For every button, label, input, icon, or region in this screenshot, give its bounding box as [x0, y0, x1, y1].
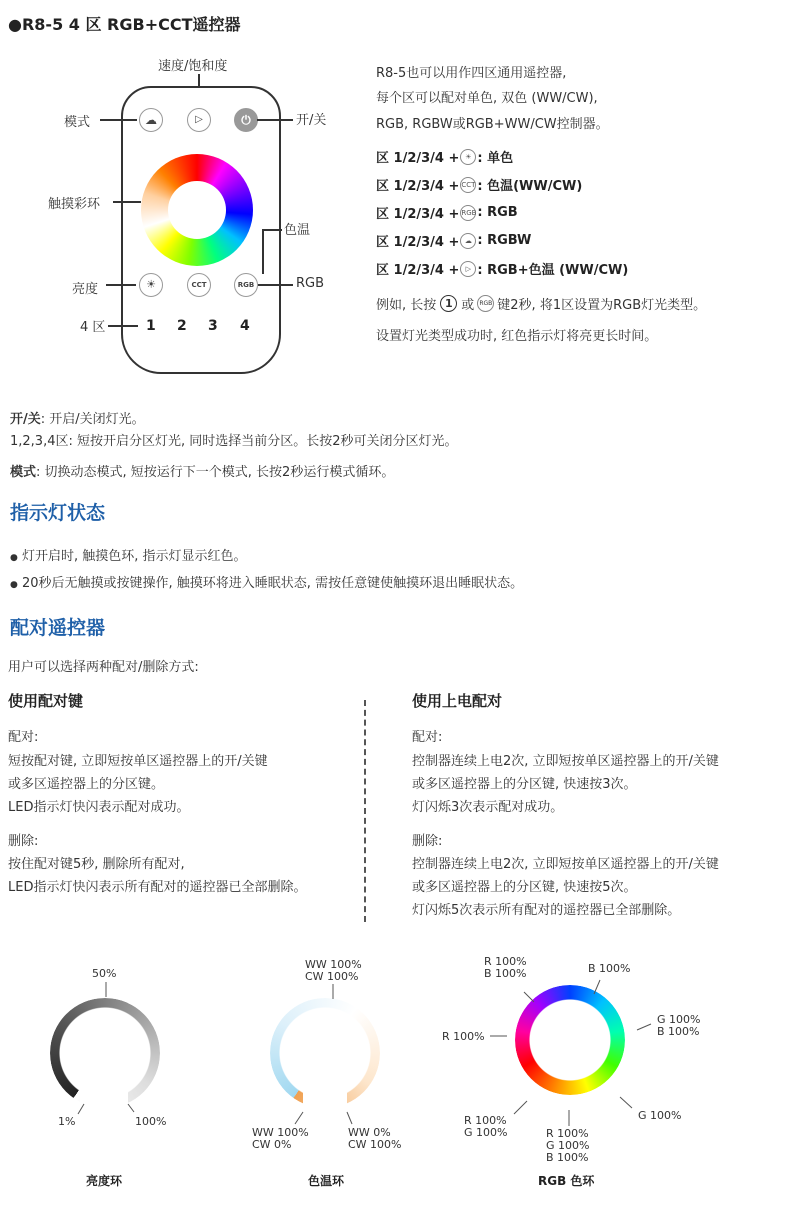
pairing-intro: 用户可以选择两种配对/删除方式: — [8, 660, 199, 675]
play-icon: ▷ — [195, 114, 203, 125]
mode-line: 区 1/2/3/4 + ▷ : RGB+色温 (WW/CW) — [376, 259, 628, 278]
rgb-button[interactable]: RGB — [234, 273, 258, 297]
rgb-caption: RGB 色环 — [538, 1174, 595, 1188]
left-delete-line: LED指示灯快闪表示所有配对的遥控器已全部删除。 — [8, 880, 307, 895]
sun-icon: ☀ — [146, 278, 156, 291]
mode-line: 区 1/2/3/4 + RGB : RGB — [376, 205, 518, 222]
left-delete-line: 按住配对键5秒, 删除所有配对, — [8, 857, 185, 872]
cct-icon: CCT — [460, 177, 476, 193]
label-cct: 色温 — [284, 223, 311, 238]
cct-caption: 色温环 — [308, 1174, 345, 1188]
right-pair-line: 灯闪烁3次表示配对成功。 — [412, 800, 564, 815]
bullet-dot: ● — [8, 15, 22, 34]
desc-line3: RGB, RGBW或RGB+WW/CW控制器。 — [376, 117, 609, 132]
page-title: ●R8-5 4 区 RGB+CCT遥控器 — [8, 15, 241, 34]
brightness-left-label: 1% — [58, 1115, 76, 1128]
rgb-label: G 100% — [638, 1109, 682, 1122]
cct-button[interactable]: CCT — [187, 273, 211, 297]
label-rgb: RGB — [296, 276, 325, 291]
left-title: 使用配对键 — [8, 692, 84, 710]
cct-top-label: WW 100% CW 100% — [305, 958, 362, 983]
example2-line: 设置灯光类型成功时, 红色指示灯将亮更长时间。 — [376, 329, 658, 344]
rgb-label: R 100% G 100% B 100% — [546, 1127, 590, 1164]
right-pair-label: 配对: — [412, 730, 443, 745]
left-pair-line: 或多区遥控器上的分区键。 — [8, 777, 165, 792]
desc-line2: 每个区可以配对单色, 双色 (WW/CW), — [376, 91, 598, 106]
rgb-icon: RGB — [477, 295, 494, 312]
label-zones: 4 区 — [80, 320, 106, 335]
note-mode: 模式: 切换动态模式, 短按运行下一个模式, 长按2秒运行模式循环。 — [10, 465, 395, 480]
cloud-icon: ☁ — [145, 113, 157, 127]
rgb-label: R 100% — [442, 1030, 485, 1043]
example-line: 例如, 长按 1 或 RGB 键2秒, 将1区设置为RGB灯光类型。 — [376, 297, 707, 313]
zone-1-icon: 1 — [440, 295, 457, 312]
note-onoff: 开/关: 开启/关闭灯光。 — [10, 412, 145, 427]
note-zones: 1,2,3,4区: 短按开启分区灯光, 同时选择当前分区。长按2秒可关闭分区灯光。 — [10, 434, 458, 449]
pairing-heading: 配对遥控器 — [10, 617, 106, 639]
rgb-label: R 100% B 100% — [484, 955, 527, 980]
right-delete-line: 控制器连续上电2次, 立即短按单区遥控器上的开/关键 — [412, 857, 719, 872]
label-brightness: 亮度 — [72, 282, 99, 297]
left-pair-line: 短按配对键, 立即短按单区遥控器上的开/关键 — [8, 754, 268, 769]
right-delete-label: 删除: — [412, 834, 443, 849]
mode-line: 区 1/2/3/4 + CCT : 色温(WW/CW) — [376, 175, 582, 194]
brightness-right-label: 100% — [135, 1115, 167, 1128]
brightness-top-label: 50% — [92, 967, 117, 980]
sun-icon: ☀ — [460, 149, 476, 165]
label-ring: 触摸彩环 — [48, 197, 101, 212]
cct-left-label: WW 100% CW 0% — [252, 1126, 309, 1151]
rgb-label: R 100% G 100% — [464, 1114, 508, 1139]
right-delete-line: 灯闪烁5次表示所有配对的遥控器已全部删除。 — [412, 903, 681, 918]
indicator-heading: 指示灯状态 — [10, 502, 106, 524]
play-icon: ▷ — [460, 261, 476, 277]
zone-2-button[interactable]: 2 — [177, 318, 187, 334]
label-speed: 速度/饱和度 — [158, 59, 228, 74]
indicator-item: ● 20秒后无触摸或按键操作, 触摸环将进入睡眠状态, 需按任意键使触摸环退出睡眠状态。 — [10, 576, 524, 591]
left-pair-label: 配对: — [8, 730, 39, 745]
zone-4-button[interactable]: 4 — [240, 318, 250, 334]
right-delete-line: 或多区遥控器上的分区键, 快速按5次。 — [412, 880, 637, 895]
right-pair-line: 控制器连续上电2次, 立即短按单区遥控器上的开/关键 — [412, 754, 719, 769]
indicator-item: ● 灯开启时, 触摸色环, 指示灯显示红色。 — [10, 549, 247, 564]
mode-line: 区 1/2/3/4 + ☀ : 单色 — [376, 147, 513, 166]
cct-right-label: WW 0% CW 100% — [348, 1126, 402, 1151]
rgb-icon: RGB — [460, 205, 476, 221]
left-delete-label: 删除: — [8, 834, 39, 849]
cloud-icon: ☁ — [460, 233, 476, 249]
right-pair-line: 或多区遥控器上的分区键, 快速按3次。 — [412, 777, 637, 792]
desc-line1: R8-5也可以用作四区通用遥控器, — [376, 66, 567, 81]
right-title: 使用上电配对 — [412, 692, 503, 710]
left-pair-line: LED指示灯快闪表示配对成功。 — [8, 800, 190, 815]
zone-3-button[interactable]: 3 — [208, 318, 218, 334]
rgb-label: B 100% — [588, 962, 631, 975]
label-onoff: 开/关 — [296, 113, 327, 128]
mode-line: 区 1/2/3/4 + ☁ : RGBW — [376, 233, 532, 250]
label-mode: 模式 — [64, 115, 91, 130]
rgb-label: G 100% B 100% — [657, 1013, 701, 1038]
zone-1-button[interactable]: 1 — [146, 318, 156, 334]
brightness-caption: 亮度环 — [86, 1174, 123, 1188]
power-icon: ⏻ — [241, 113, 251, 127]
